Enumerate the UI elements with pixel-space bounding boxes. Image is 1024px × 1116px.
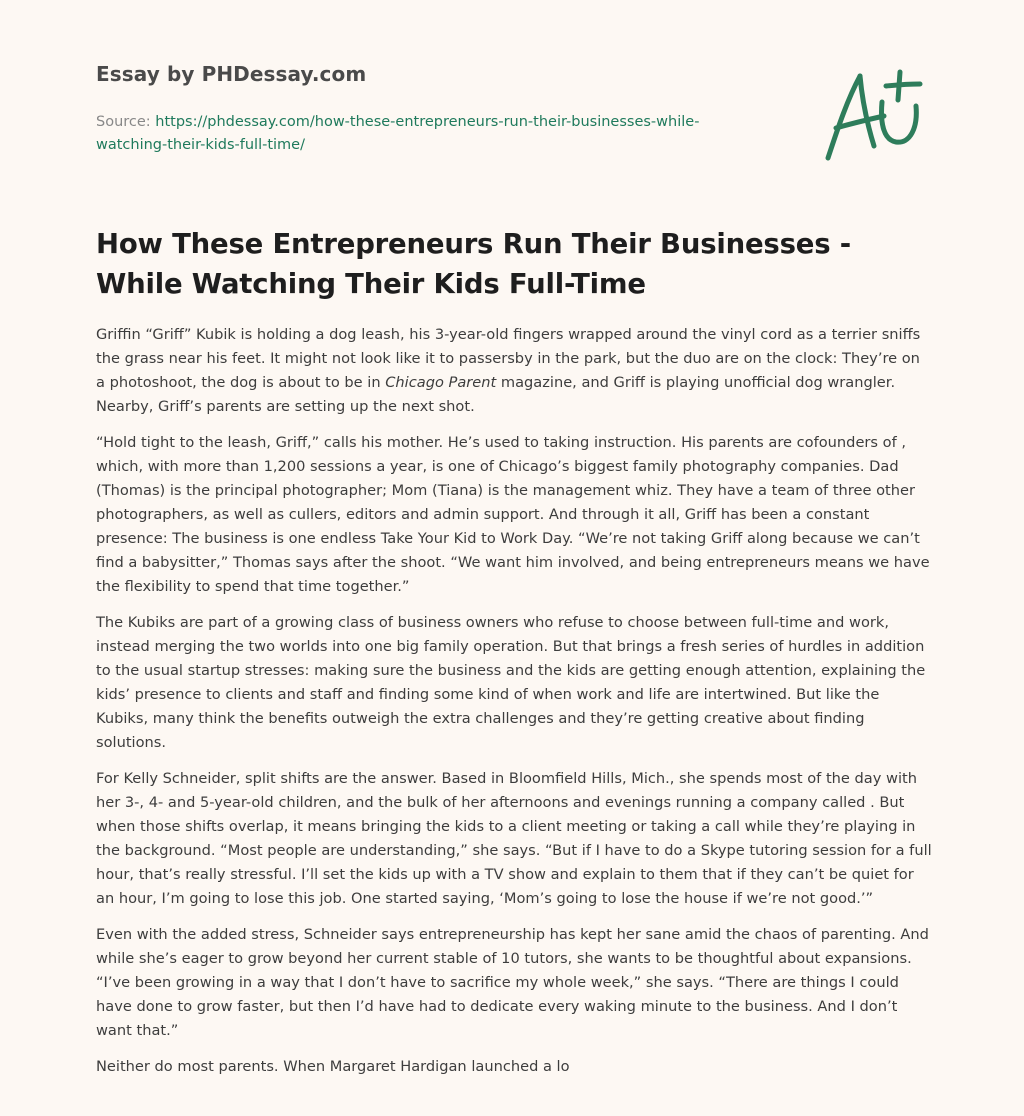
essay-body bbox=[96, 323, 932, 1091]
source-line bbox=[96, 111, 756, 157]
essay-paragraph: Even with the added stress, Schneider says entrepreneurship has kept her sane amid the chaos of parenting. And while she’s eager to grow beyond her current stable of 10 tutors, she wants to be thoughtful about expansions. “I’ve been growing in a way that I don’t have to sacrifice my whole week,” she says. “There are things I could have done to grow faster, but then I’d have had to dedicate every waking minute to the business. And I don’t want that.” bbox=[96, 926, 929, 1039]
source-label: Source: bbox=[96, 114, 151, 130]
essay-title: How These Entrepreneurs Run Their Businesses - While Watching Their Kids Full-Time bbox=[96, 228, 851, 300]
a-plus-logo-icon bbox=[822, 68, 926, 164]
site-title: Essay by PHDessay.com bbox=[96, 62, 367, 86]
publication-name: Chicago Parent bbox=[385, 374, 497, 391]
essay-paragraph-truncated: Neither do most parents. When Margaret Hardigan launched a lo bbox=[96, 1058, 570, 1075]
essay-paragraph: “Hold tight to the leash, Griff,” calls his mother. He’s used to taking instruction. His parents are cofounders of , which, with more than 1,200 sessions a year, is one of Chicago’s biggest family photography companies. Dad (Thomas) is the principal photographer; Mom (Tiana) is the management whiz. They have a team of three other photographers, as well as cullers, editors and admin support. And through it all, Griff has been a constant presence: The business is one endless Take Your Kid to Work Day. “We’re not taking Griff along because we can’t find a babysitter,” Thomas says after the shoot. “We want him involved, and being entrepreneurs means we have the flexibility to spend that time together.” bbox=[96, 434, 930, 595]
essay-paragraph: Griffin “Griff” Kubik is holding a dog leash, his 3-year-old fingers wrapped around the vinyl cord as a terrier sniffs the grass near his feet. It might not look like it to passersby in the park, but the duo are on the clock: They’re on a photoshoot, the dog is about to be in Chicago Parent magazine, and Griff is playing unofficial dog wrangler. Nearby, Griff’s parents are setting up the next shot. bbox=[96, 326, 921, 415]
essay-paragraph: The Kubiks are part of a growing class of business owners who refuse to choose between full-time and work, instead merging the two worlds into one big family operation. But that brings a fresh series of hurdles in addition to the usual startup stresses: making sure the business and the kids are getting enough attention, explaining the kids’ presence to clients and staff and finding some kind of when work and life are intertwined. But like the Kubiks, many think the benefits outweigh the extra challenges and they’re getting creative about finding solutions. bbox=[96, 614, 926, 751]
source-link[interactable]: https://phdessay.com/how-these-entrepreneurs-run-their-businesses-while-watching-their-kids-full-time/ bbox=[96, 114, 700, 153]
essay-paragraph: For Kelly Schneider, split shifts are the answer. Based in Bloomfield Hills, Mich., she spends most of the day with her 3-, 4- and 5-year-old children, and the bulk of her afternoons and evenings running a company called . But when those shifts overlap, it means bringing the kids to a client meeting or taking a call while they’re playing in the background. “Most people are understanding,” she says. “But if I have to do a Skype tutoring session for a full hour, that’s really stressful. I’ll set the kids up with a TV show and explain to them that if they can’t be quiet for an hour, I’m going to lose this job. One started saying, ‘Mom’s going to lose the house if we’re not good.’” bbox=[96, 770, 932, 907]
